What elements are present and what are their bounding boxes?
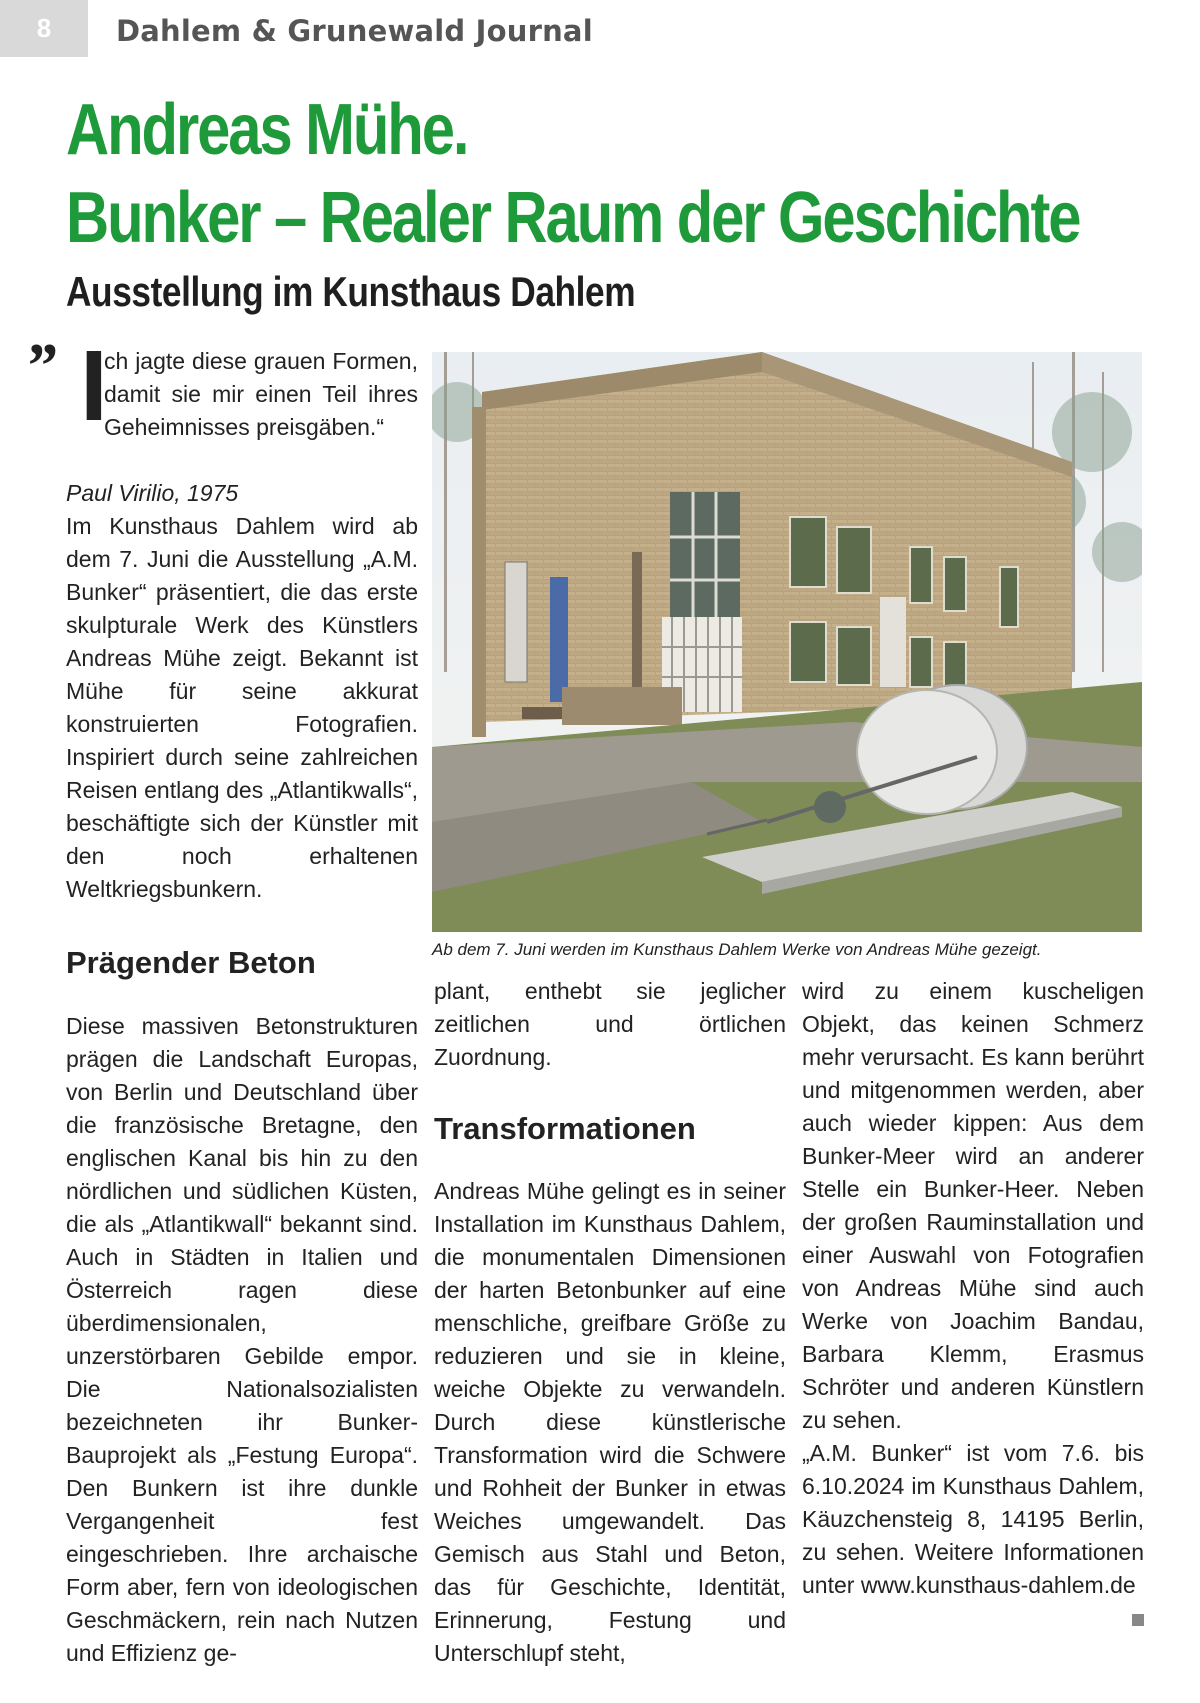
quote-block [104, 345, 418, 444]
page-number: 8 [36, 13, 52, 43]
section-heading-transformationen: Transformationen [434, 1111, 696, 1146]
title-line-1: Andreas Mühe. [66, 90, 468, 170]
intro-paragraph: Im Kunsthaus Dahlem wird ab dem 7. Juni die Ausstellung „A.M. Bunker“ präsentiert, die das erste skulpturale Werk des Künstlers Andreas Mühe zeigt. Bekannt ist Mühe für seine akkurat konstruierten Fotografien. Inspiriert durch seine zahlreichen Reisen entlang des „Atlantikwalls“, beschäftigte sich der Künstler mit den noch erhaltenen Weltkriegsbunkern. [66, 513, 418, 902]
page-number-box [0, 0, 88, 57]
quote-mark: „ [30, 297, 62, 368]
article-subtitle: Ausstellung im Kunsthaus Dahlem [66, 268, 636, 315]
journal-name: Dahlem & Grunewald Journal [116, 14, 593, 48]
article-photo [432, 352, 1142, 932]
intro-block [66, 477, 418, 906]
exhibition-info-text: „A.M. Bunker“ ist vom 7.6. bis 6.10.2024 im Kunsthaus Dahlem, Käuzchensteig 8, 14195 Berlin, zu sehen. Weitere Informationen unter www.kunsthaus-dahlem.de [802, 1440, 1144, 1598]
quote-text: ch jagte diese grauen Formen, damit sie mir einen Teil ihres Geheimnisses preisgäben.“ [104, 348, 418, 440]
column-1 [66, 1010, 418, 1670]
article-title [66, 86, 1145, 262]
quote-author: Paul Virilio, 1975 [66, 480, 239, 506]
section2-paragraph: Andreas Mühe gelingt es in seiner Installation im Kunsthaus Dahlem, die monumentalen Dimensionen der harten Betonbunker auf eine menschliche, greifbare Größe zu reduzieren und sie in kleine, weiche Objekte zu verwandeln. Durch diese künstlerische Transformation wird die Schwere und Rohheit der Bunker in etwas Weiches umgewandelt. Das Gemisch aus Stahl und Beton, das für Geschichte, Identität, Erinnerung, Festung und Unterschlupf steht, [434, 1178, 786, 1666]
column-3 [802, 975, 1144, 1626]
section1-paragraph: Diese massiven Betonstrukturen prägen die Landschaft Europas, von Berlin und Deutschland über die französische Bretagne, den englischen Kanal bis hin zu den nördlichen und südlichen Küsten, die als „Atlantikwall“ bekannt sind. Auch in Städten in Italien und Österreich ragen diese überdimensionalen, unzerstörbaren Gebilde empor. Die Nationalsozialisten bezeichneten ihr Bunker-Bauprojekt als „Festung Europa“. Den Bunkern ist ihre dunkle Vergangenheit fest eingeschrieben. Ihre archaische Form aber, fern von ideologischen Geschmäckern, rein nach Nutzen und Effizienz ge- [66, 1013, 418, 1666]
column-2 [434, 975, 786, 1670]
kunsthaus-building-image [432, 352, 1142, 932]
section-heading-praegender-beton: Prägender Beton [66, 945, 316, 980]
drop-cap: I [80, 330, 108, 442]
exhibition-info [802, 1437, 1144, 1602]
image-caption: Ab dem 7. Juni werden im Kunsthaus Dahlem Werke von Andreas Mühe gezeigt. [432, 940, 1042, 959]
title-line-2: Bunker – Realer Raum der Geschichte [66, 178, 1080, 258]
col3-paragraph: wird zu einem kuscheligen Objekt, das keinen Schmerz mehr verursacht. Es kann berührt und mitgenommen werden, aber auch wieder kippen: Aus dem Bunker-Meer wird an anderer Stelle ein Bunker-Heer. Neben der großen Rauminstallation und einer Auswahl von Fotografien von Andreas Mühe sind auch Werke von Joachim Bandau, Barbara Klemm, Erasmus Schröter und anderen Künstlern zu sehen. [802, 978, 1144, 1433]
end-mark-icon [1132, 1614, 1144, 1626]
col2-continuation: plant, enthebt sie jeglicher zeitlichen und örtlichen Zuordnung. [434, 978, 786, 1070]
